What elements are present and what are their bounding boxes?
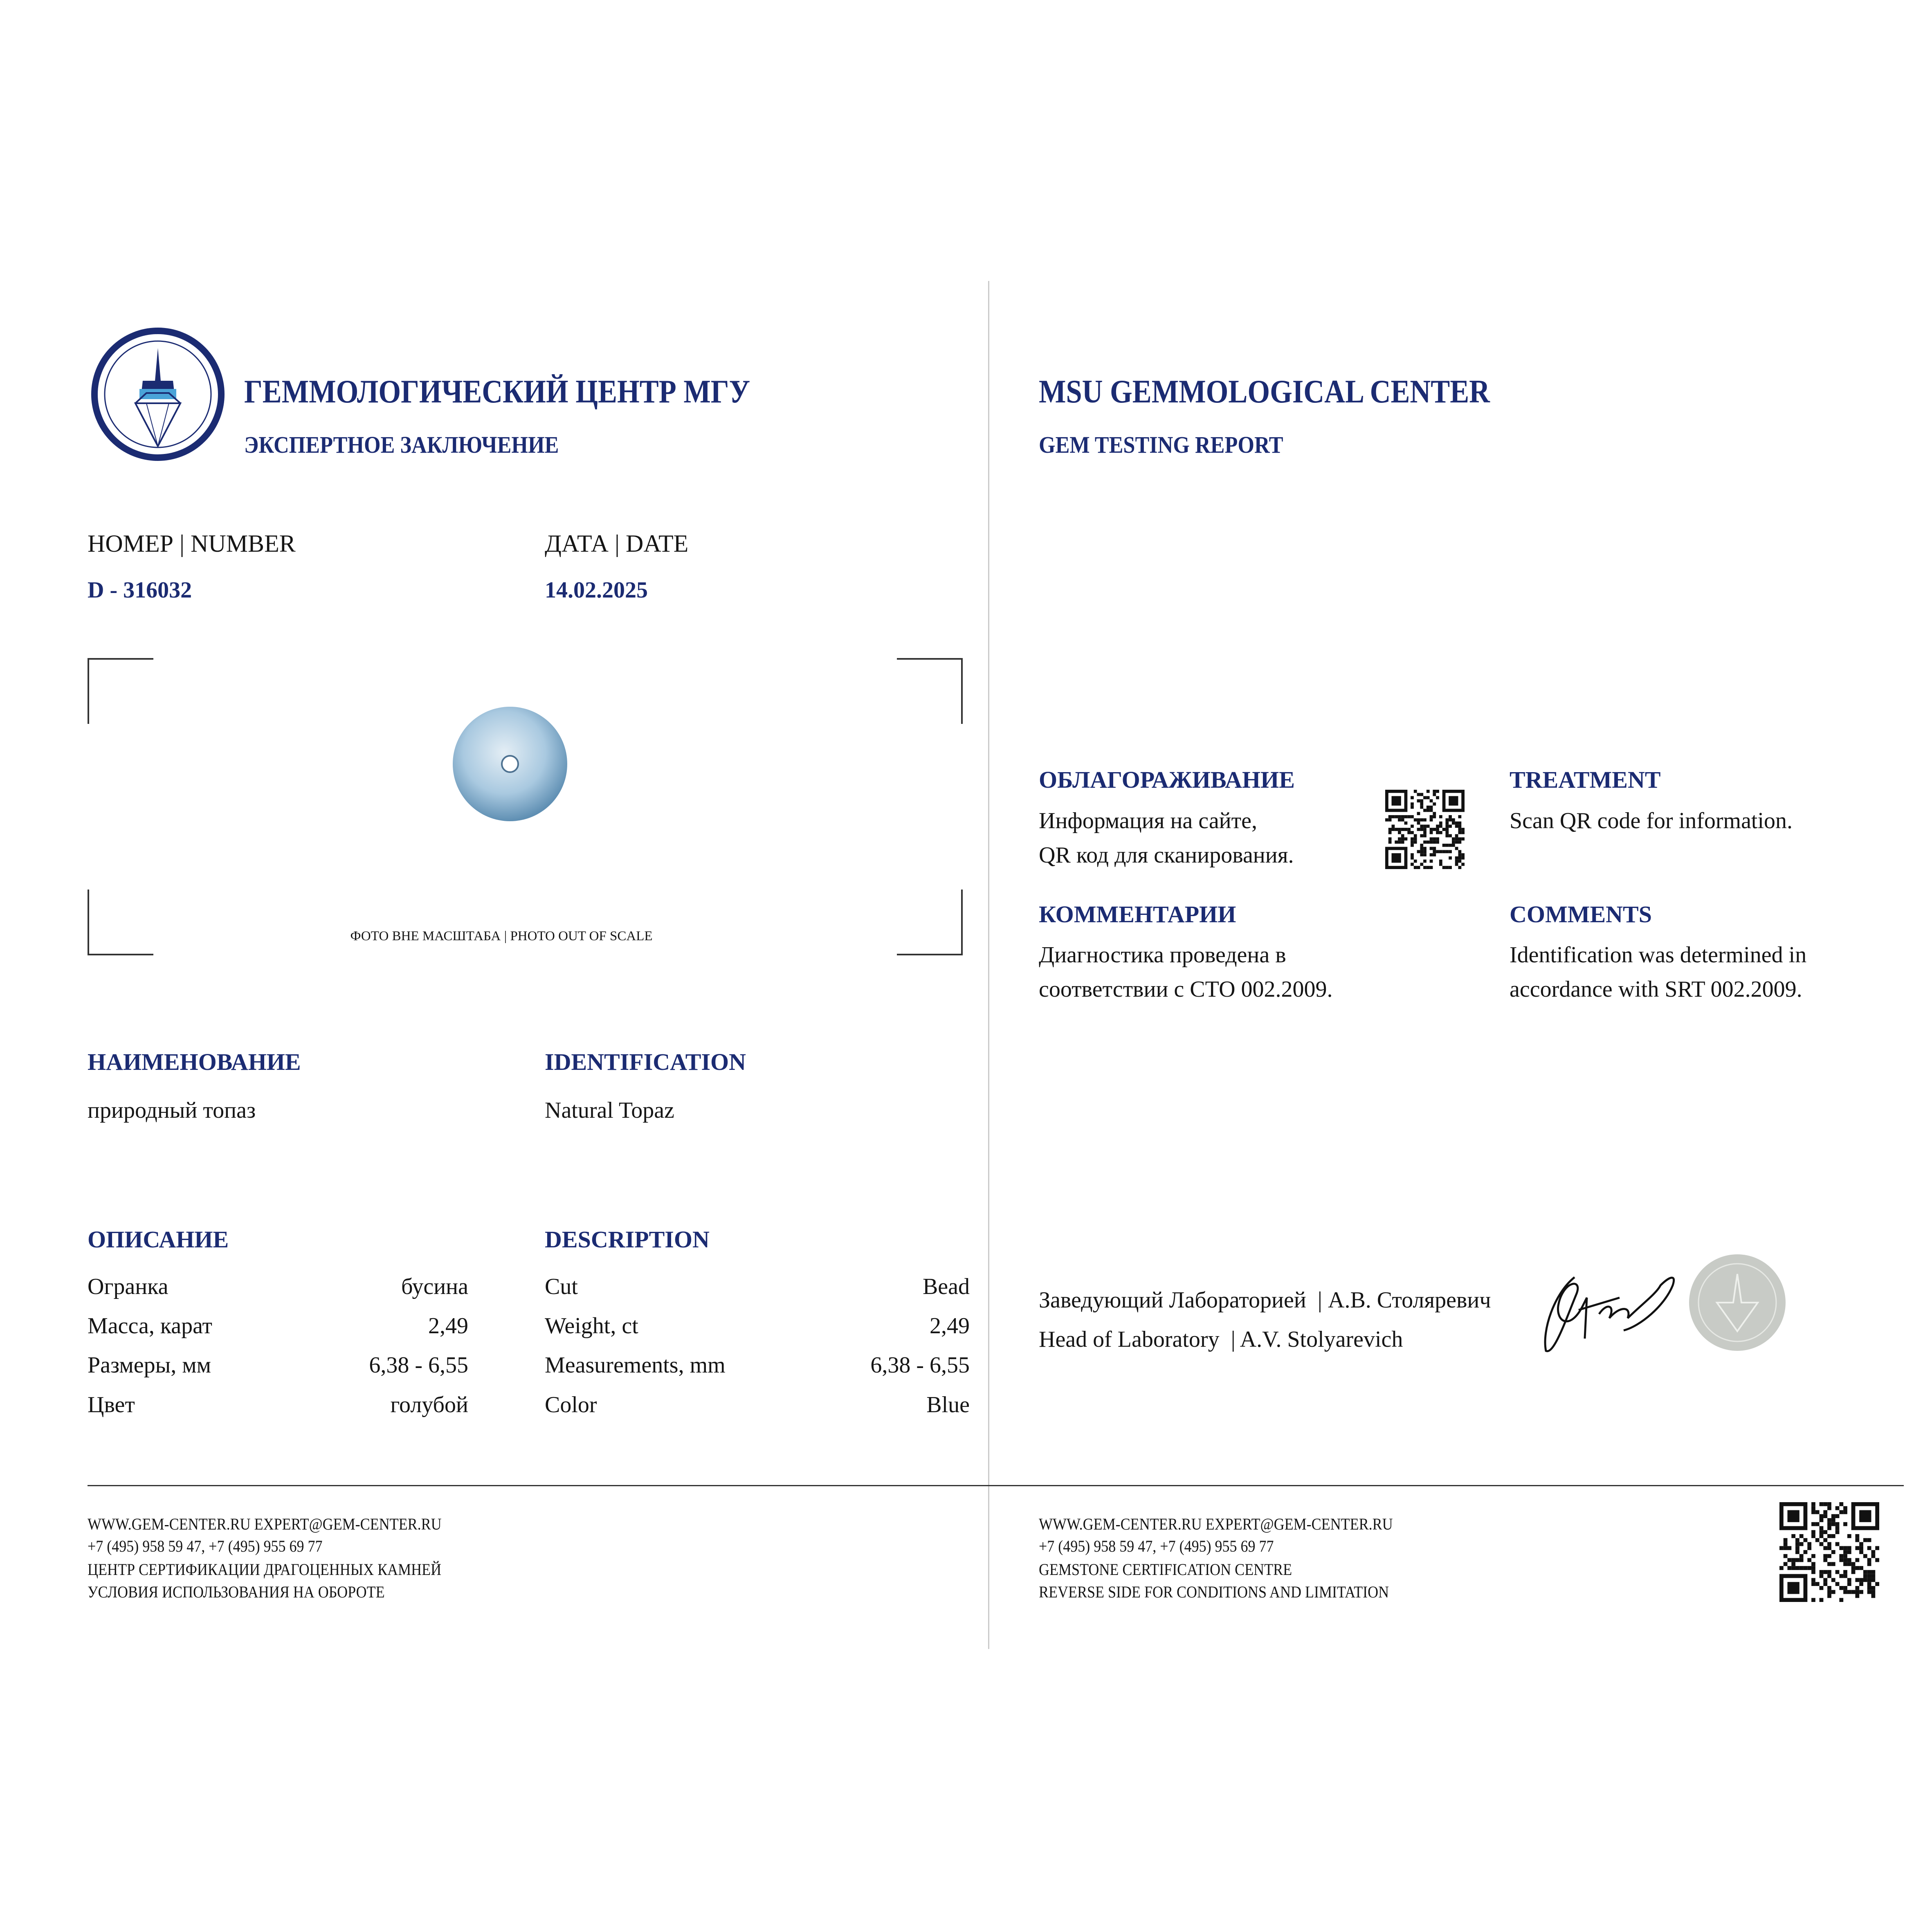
description-value-ru: голубой xyxy=(390,1392,468,1418)
footer-line-en: GEMSTONE CERTIFICATION CENTRE xyxy=(1039,1560,1292,1579)
footer-line-ru: ЦЕНТР СЕРТИФИКАЦИИ ДРАГОЦЕННЫХ КАМНЕЙ xyxy=(88,1560,442,1579)
identification-value-en: Natural Topaz xyxy=(545,1098,674,1123)
signatory-ru: Заведующий Лабораторией | А.В. Столяревич xyxy=(1039,1287,1491,1313)
treatment-qr-code[interactable] xyxy=(1385,790,1465,871)
msu-logo xyxy=(91,328,225,461)
description-key-ru: Размеры, мм xyxy=(88,1352,211,1378)
frame-corner-tl xyxy=(88,658,153,724)
description-key-en: Color xyxy=(545,1392,597,1418)
footer-line-en: +7 (495) 958 59 47, +7 (495) 955 69 77 xyxy=(1039,1537,1274,1555)
treatment-line2-ru: QR код для сканирования. xyxy=(1039,842,1294,868)
description-value-ru: бусина xyxy=(401,1274,468,1299)
description-key-ru: Огранка xyxy=(88,1274,168,1299)
frame-corner-tr xyxy=(897,658,963,724)
description-key-en: Measurements, mm xyxy=(545,1352,726,1378)
laboratory-seal xyxy=(1688,1254,1786,1352)
footer-line-ru: WWW.GEM-CENTER.RU EXPERT@GEM-CENTER.RU xyxy=(88,1515,442,1533)
center-title-ru: ГЕММОЛОГИЧЕСКИЙ ЦЕНТР МГУ xyxy=(244,374,750,410)
identification-value-ru: природный топаз xyxy=(88,1098,256,1123)
identification-label-ru: НАИМЕНОВАНИЕ xyxy=(88,1049,301,1075)
description-key-en: Cut xyxy=(545,1274,578,1299)
description-value-en: 2,49 xyxy=(930,1313,970,1339)
number-label: НОМЕР | NUMBER xyxy=(88,530,296,557)
description-label-ru: ОПИСАНИЕ xyxy=(88,1226,229,1253)
treatment-label-en: TREATMENT xyxy=(1510,766,1661,793)
treatment-line1-en: Scan QR code for information. xyxy=(1510,808,1793,833)
comments-label-ru: КОММЕНТАРИИ xyxy=(1039,901,1236,928)
comments-line2-en: accordance with SRT 002.2009. xyxy=(1510,977,1802,1002)
description-value-en: 6,38 - 6,55 xyxy=(870,1352,970,1378)
description-value-ru: 2,49 xyxy=(428,1313,468,1339)
description-key-ru: Масса, карат xyxy=(88,1313,212,1339)
report-number: D - 316032 xyxy=(88,577,192,603)
treatment-label-ru: ОБЛАГОРАЖИВАНИЕ xyxy=(1039,766,1295,793)
frame-corner-bl xyxy=(88,890,153,955)
footer-line-en: WWW.GEM-CENTER.RU EXPERT@GEM-CENTER.RU xyxy=(1039,1515,1393,1533)
date-label: ДАТА | DATE xyxy=(545,530,689,557)
description-label-en: DESCRIPTION xyxy=(545,1226,710,1253)
comments-line1-en: Identification was determined in xyxy=(1510,942,1807,968)
footer-qr-code[interactable] xyxy=(1779,1502,1879,1604)
description-value-en: Blue xyxy=(926,1392,970,1418)
signatory-en: Head of Laboratory | A.V. Stolyarevich xyxy=(1039,1327,1403,1352)
frame-corner-br xyxy=(897,890,963,955)
report-date: 14.02.2025 xyxy=(545,577,648,603)
description-value-en: Bead xyxy=(922,1274,970,1299)
treatment-line1-ru: Информация на сайте, xyxy=(1039,808,1257,833)
description-key-ru: Цвет xyxy=(88,1392,135,1418)
footer-line-ru: УСЛОВИЯ ИСПОЛЬЗОВАНИЯ НА ОБОРОТЕ xyxy=(88,1583,385,1601)
comments-line1-ru: Диагностика проведена в xyxy=(1039,942,1286,968)
description-key-en: Weight, ct xyxy=(545,1313,638,1339)
signature xyxy=(1538,1269,1685,1357)
footer-line-ru: +7 (495) 958 59 47, +7 (495) 955 69 77 xyxy=(88,1537,323,1555)
description-value-ru: 6,38 - 6,55 xyxy=(369,1352,468,1378)
comments-label-en: COMMENTS xyxy=(1510,901,1652,928)
comments-line2-ru: соответствии с СТО 002.2009. xyxy=(1039,977,1333,1002)
center-title-en: MSU GEMMOLOGICAL CENTER xyxy=(1039,374,1490,410)
footer-line-en: REVERSE SIDE FOR CONDITIONS AND LIMITATION xyxy=(1039,1583,1389,1601)
page-divider xyxy=(988,281,989,1649)
report-subtitle-en: GEM TESTING REPORT xyxy=(1039,431,1283,458)
footer-rule xyxy=(88,1485,1904,1486)
identification-label-en: IDENTIFICATION xyxy=(545,1049,746,1075)
photo-caption: ФОТО ВНЕ МАСШТАБА | PHOTO OUT OF SCALE xyxy=(350,929,653,944)
gemstone-photo xyxy=(452,706,568,822)
report-subtitle-ru: ЭКСПЕРТНОЕ ЗАКЛЮЧЕНИЕ xyxy=(244,431,559,458)
